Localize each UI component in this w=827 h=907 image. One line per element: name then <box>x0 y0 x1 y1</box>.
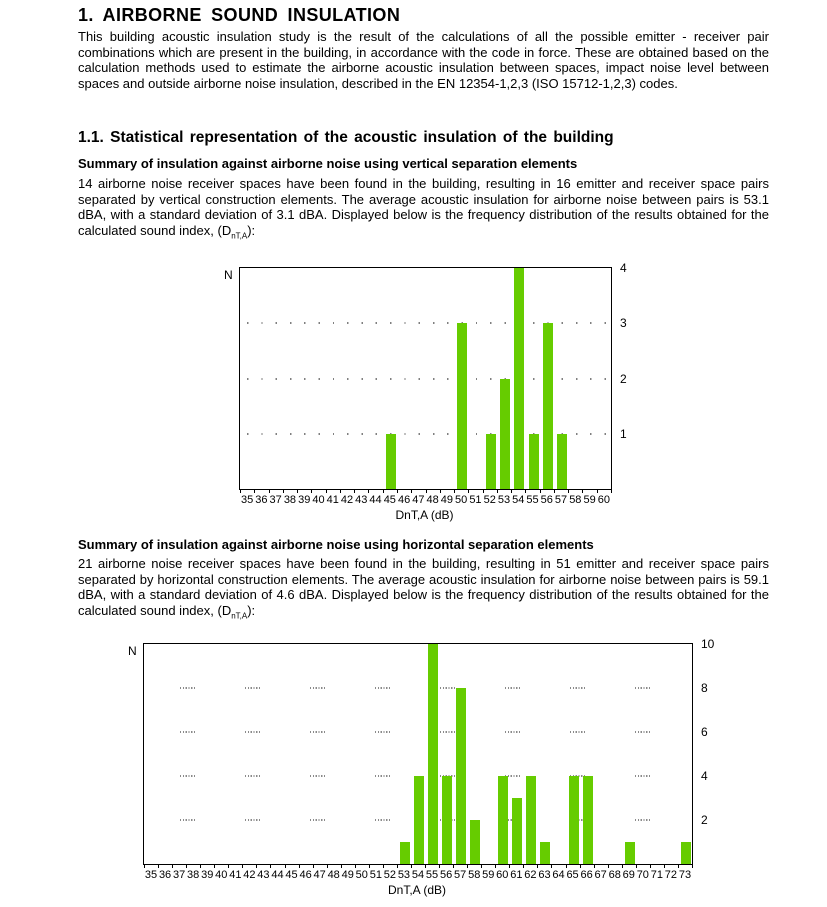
plot-area <box>143 643 693 865</box>
x-tick-label: 48 <box>327 869 340 881</box>
x-tick <box>497 490 498 493</box>
x-tick <box>354 490 355 493</box>
x-tick <box>297 490 298 493</box>
x-tick-label: 39 <box>298 494 311 506</box>
histogram-bar <box>442 776 452 864</box>
gridline-dash <box>245 687 260 689</box>
x-tick-label: 55 <box>425 869 439 881</box>
x-tick-label: 53 <box>497 494 511 506</box>
histogram-bar <box>414 776 424 864</box>
x-tick <box>158 865 159 868</box>
x-tick-label: 70 <box>636 869 649 881</box>
x-tick <box>467 865 468 868</box>
x-tick <box>228 865 229 868</box>
gridline-dash <box>570 731 585 733</box>
sound-index-subscript: nT,A <box>231 611 248 621</box>
x-tick-label: 43 <box>355 494 368 506</box>
x-tick-label: 49 <box>440 494 454 506</box>
histogram-bar <box>470 820 480 864</box>
x-tick-label: 43 <box>257 869 270 881</box>
x-tick <box>240 490 241 493</box>
gridline-dash <box>180 687 195 689</box>
x-tick <box>580 865 581 868</box>
x-tick-label: 56 <box>439 869 453 881</box>
horizontal-summary-text: 21 airborne noise receiver spaces have been found in the building, resulting in 51 emitter and receiver space pairs separated by horizontal construction elements. The average acoustic insulation for airborne noise between pairs is 59.1 dBA, with a standard deviation of 4.6 dBA. Displayed below is the frequency distribution of the results obtained for the calculated sound index, (D <box>78 556 769 618</box>
gridline-dash <box>310 687 325 689</box>
x-tick <box>411 865 412 868</box>
histogram-bar <box>457 323 467 489</box>
x-tick-label: 55 <box>526 494 539 506</box>
vertical-summary-text: 14 airborne noise receiver spaces have been found in the building, resulting in 16 emitter and receiver space pairs separated by vertical construction elements. The average acoustic insulation for airborne noise between pairs is 53.1 dBA, with a standard deviation of 3.1 dBA. Displayed below is the frequency distribution of the results obtained for the calculated sound index, (D <box>78 176 769 238</box>
x-tick-label: 67 <box>594 869 607 881</box>
histogram-bar <box>498 776 508 864</box>
horizontal-insulation-histogram <box>128 637 723 898</box>
x-tick-label: 58 <box>468 869 481 881</box>
gridline-dash <box>375 687 390 689</box>
x-tick <box>411 490 412 493</box>
x-tick-label: 51 <box>469 494 482 506</box>
x-tick-label: 44 <box>369 494 382 506</box>
y-axis-label: N <box>128 644 137 658</box>
horizontal-summary-paragraph <box>78 556 769 621</box>
x-tick <box>678 865 679 868</box>
x-tick <box>283 490 284 493</box>
x-tick-label: 47 <box>412 494 425 506</box>
histogram-bar <box>583 776 593 864</box>
x-tick <box>327 865 328 868</box>
x-tick-label: 51 <box>369 869 382 881</box>
x-tick <box>636 865 637 868</box>
page-title: 1. AIRBORNE SOUND INSULATION <box>78 5 401 25</box>
gridline-dash <box>375 819 390 821</box>
histogram-bar <box>625 842 635 864</box>
gridline-dash <box>635 819 650 821</box>
plot-area <box>239 267 612 490</box>
x-tick <box>254 490 255 493</box>
x-tick-label: 36 <box>158 869 172 881</box>
gridline-dash <box>440 731 455 733</box>
x-tick <box>426 490 427 493</box>
gridline-dash <box>310 775 325 777</box>
x-tick <box>186 865 187 868</box>
x-tick-label: 57 <box>454 869 467 881</box>
gridline-dash <box>440 687 455 689</box>
x-tick-label: 37 <box>173 869 186 881</box>
histogram-bar <box>540 842 550 864</box>
x-tick-label: 37 <box>269 494 282 506</box>
x-tick <box>495 865 496 868</box>
x-tick-label: 54 <box>512 494 525 506</box>
x-tick-label: 39 <box>201 869 214 881</box>
x-tick-label: 58 <box>569 494 582 506</box>
x-tick-label: 60 <box>496 869 509 881</box>
gridline-dash <box>375 731 390 733</box>
x-tick-label: 68 <box>608 869 621 881</box>
gridline-dash <box>635 775 650 777</box>
x-tick-label: 40 <box>312 494 325 506</box>
gridline-dash <box>245 775 260 777</box>
x-tick-label: 46 <box>397 494 411 506</box>
x-tick <box>214 865 215 868</box>
x-tick-label: 63 <box>538 869 551 881</box>
y-tick-label: 8 <box>701 681 708 695</box>
histogram-bar <box>514 268 524 489</box>
x-tick <box>664 865 665 868</box>
x-tick-label: 59 <box>482 869 495 881</box>
x-tick <box>369 865 370 868</box>
gridline-dash <box>245 731 260 733</box>
x-tick <box>622 865 623 868</box>
gridline-dash <box>245 819 260 821</box>
histogram-bar <box>569 776 579 864</box>
x-tick-label: 38 <box>283 494 297 506</box>
x-tick <box>525 490 526 493</box>
histogram-bar <box>428 644 438 864</box>
gridline-dash <box>375 775 390 777</box>
x-tick <box>453 865 454 868</box>
x-tick <box>383 865 384 868</box>
x-tick <box>269 490 270 493</box>
vertical-summary-paragraph <box>78 176 769 241</box>
y-tick-label: 4 <box>701 769 708 783</box>
x-tick <box>454 490 455 493</box>
x-tick <box>540 490 541 493</box>
x-tick <box>397 490 398 493</box>
horizontal-summary-heading: Summary of insulation against airborne noise using horizontal separation elements <box>78 537 594 552</box>
horizontal-summary-tail: ): <box>247 602 256 618</box>
x-tick-label: 41 <box>326 494 339 506</box>
x-tick-label: 44 <box>271 869 284 881</box>
x-tick <box>144 865 145 868</box>
x-tick <box>242 865 243 868</box>
x-tick-label: 56 <box>540 494 553 506</box>
x-tick <box>311 490 312 493</box>
histogram-bar <box>456 688 466 864</box>
x-tick <box>537 865 538 868</box>
x-tick-label: 66 <box>580 869 593 881</box>
x-tick <box>551 865 552 868</box>
x-tick-label: 45 <box>383 494 396 506</box>
x-tick <box>256 865 257 868</box>
x-tick-label: 60 <box>597 494 610 506</box>
y-tick-label: 10 <box>701 637 715 651</box>
x-tick-label: 38 <box>187 869 200 881</box>
x-tick <box>594 865 595 868</box>
x-tick-label: 59 <box>583 494 596 506</box>
x-tick <box>425 865 426 868</box>
x-tick <box>650 865 651 868</box>
section-1-1-title: 1.1. Statistical representation of the acoustic insulation of the building <box>78 129 614 146</box>
x-tick-label: 69 <box>622 869 635 881</box>
sound-index-subscript: nT,A <box>231 231 248 241</box>
x-tick-label: 52 <box>383 869 397 881</box>
x-tick <box>597 490 598 493</box>
gridline <box>242 433 609 435</box>
x-tick <box>566 865 567 868</box>
histogram-bar <box>543 323 553 489</box>
x-tick-label: 36 <box>255 494 268 506</box>
histogram-bar <box>526 776 536 864</box>
histogram-bar <box>512 798 522 864</box>
x-tick-label: 40 <box>215 869 228 881</box>
x-tick <box>440 490 441 493</box>
gridline-dash <box>505 731 520 733</box>
x-tick-label: 46 <box>299 869 312 881</box>
x-tick <box>368 490 369 493</box>
histogram-bar <box>486 434 496 489</box>
x-tick <box>568 490 569 493</box>
y-tick-label: 2 <box>701 813 708 827</box>
histogram-bar <box>557 434 567 489</box>
gridline-dash <box>310 819 325 821</box>
x-tick-label: 42 <box>243 869 256 881</box>
x-tick <box>608 865 609 868</box>
gridline-dash <box>180 731 195 733</box>
x-tick-label: 72 <box>664 869 678 881</box>
x-tick <box>582 490 583 493</box>
x-tick-label: 35 <box>144 869 158 881</box>
x-tick <box>554 490 555 493</box>
x-tick <box>383 490 384 493</box>
intro-paragraph: This building acoustic insulation study is the result of the calculations of all the possible emitter - receiver pair combinations which are present in the building, in accordance with the code in force. These are obtained based on the calculation methods used to estimate the airborne acoustic insulation between spaces, impact noise level between spaces and outside airborne noise insulation, described in the EN 12354-1,2,3 (ISO 15712-1,2,3) codes. <box>78 29 769 91</box>
x-tick <box>397 865 398 868</box>
x-tick-label: 35 <box>241 494 254 506</box>
x-tick <box>355 865 356 868</box>
gridline <box>242 378 609 380</box>
y-tick-label: 1 <box>620 426 627 441</box>
gridline-dash <box>635 687 650 689</box>
x-tick <box>326 490 327 493</box>
x-tick <box>270 865 271 868</box>
histogram-bar <box>500 379 510 490</box>
x-tick <box>439 865 440 868</box>
gridline <box>242 322 609 324</box>
x-tick-label: 57 <box>554 494 568 506</box>
x-tick <box>511 490 512 493</box>
x-axis-title: DnT,A (dB) <box>395 508 454 522</box>
gridline-dash <box>180 819 195 821</box>
x-tick-label: 47 <box>313 869 326 881</box>
vertical-insulation-histogram <box>224 261 639 522</box>
x-tick <box>692 865 693 868</box>
x-tick-label: 50 <box>355 869 368 881</box>
y-tick-label: 6 <box>701 725 708 739</box>
x-tick-label: 49 <box>341 869 354 881</box>
x-tick-label: 45 <box>285 869 298 881</box>
x-tick-label: 42 <box>340 494 354 506</box>
x-tick <box>611 490 612 493</box>
histogram-bar <box>529 434 539 489</box>
gridline-dash <box>180 775 195 777</box>
gridline-dash <box>505 687 520 689</box>
x-axis-title: DnT,A (dB) <box>387 883 447 897</box>
x-tick-label: 64 <box>552 869 565 881</box>
x-tick-label: 73 <box>678 869 692 881</box>
x-tick <box>200 865 201 868</box>
x-tick <box>509 865 510 868</box>
histogram-bar <box>400 842 410 864</box>
x-tick-label: 50 <box>455 494 468 506</box>
gridline-dash <box>570 687 585 689</box>
x-tick-label: 53 <box>397 869 411 881</box>
x-tick <box>341 865 342 868</box>
y-tick-label: 2 <box>620 371 627 386</box>
x-tick-label: 52 <box>483 494 496 506</box>
x-tick-label: 65 <box>566 869 579 881</box>
vertical-summary-heading: Summary of insulation against airborne noise using vertical separation elements <box>78 156 578 171</box>
x-tick <box>313 865 314 868</box>
x-tick <box>468 490 469 493</box>
x-tick <box>299 865 300 868</box>
x-tick <box>481 865 482 868</box>
gridline-dash <box>635 731 650 733</box>
x-tick <box>523 865 524 868</box>
histogram-bar <box>681 842 691 864</box>
x-tick-label: 54 <box>411 869 425 881</box>
x-tick <box>340 490 341 493</box>
gridline-dash <box>310 731 325 733</box>
y-tick-label: 3 <box>620 316 627 331</box>
y-tick-label: 4 <box>620 261 627 275</box>
x-tick-label: 48 <box>426 494 439 506</box>
y-axis-label: N <box>224 268 233 282</box>
histogram-bar <box>386 434 396 489</box>
x-tick <box>483 490 484 493</box>
x-tick <box>172 865 173 868</box>
x-tick-label: 61 <box>510 869 523 881</box>
x-tick-label: 71 <box>650 869 663 881</box>
vertical-summary-tail: ): <box>247 222 256 238</box>
x-tick <box>285 865 286 868</box>
x-tick-label: 62 <box>524 869 537 881</box>
x-tick-label: 41 <box>229 869 242 881</box>
